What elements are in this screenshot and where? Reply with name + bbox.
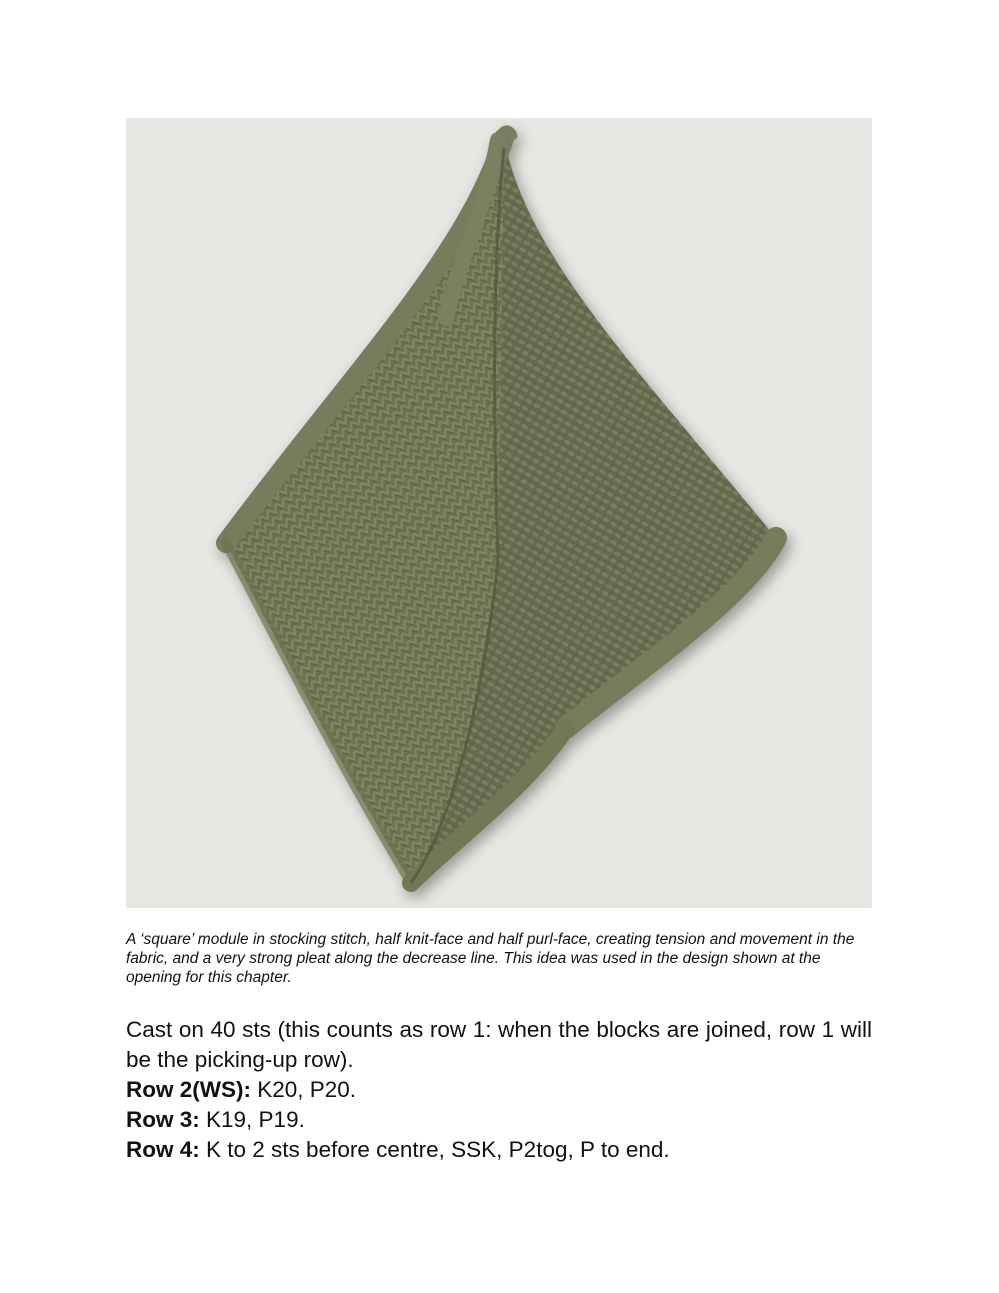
row-text: K20, P20.: [250, 1077, 357, 1102]
row-text: K to 2 sts before centre, SSK, P2tog, P to end.: [199, 1137, 670, 1162]
row-label: Row 4:: [126, 1137, 200, 1162]
row-label: Row 3:: [126, 1107, 200, 1132]
cast-on-instruction: Cast on 40 sts (this counts as row 1: when the blocks are joined, row 1 will be the picking-up row).: [126, 1017, 872, 1072]
photo-caption: A ‘square’ module in stocking stitch, half knit-face and half purl-face, creating tension and movement in the fabric, and a very strong pleat along the decrease line. This idea was used in the design shown at the opening for this chapter.: [126, 931, 855, 986]
row-instruction: [126, 1075, 872, 1105]
knitted-swatch-photo: [126, 118, 872, 908]
row-label: Row 2(WS):: [126, 1077, 251, 1102]
row-instruction: [126, 1135, 872, 1165]
row-text: K19, P19.: [199, 1107, 305, 1132]
pattern-instructions: [126, 1015, 872, 1165]
row-instruction: [126, 1105, 872, 1135]
